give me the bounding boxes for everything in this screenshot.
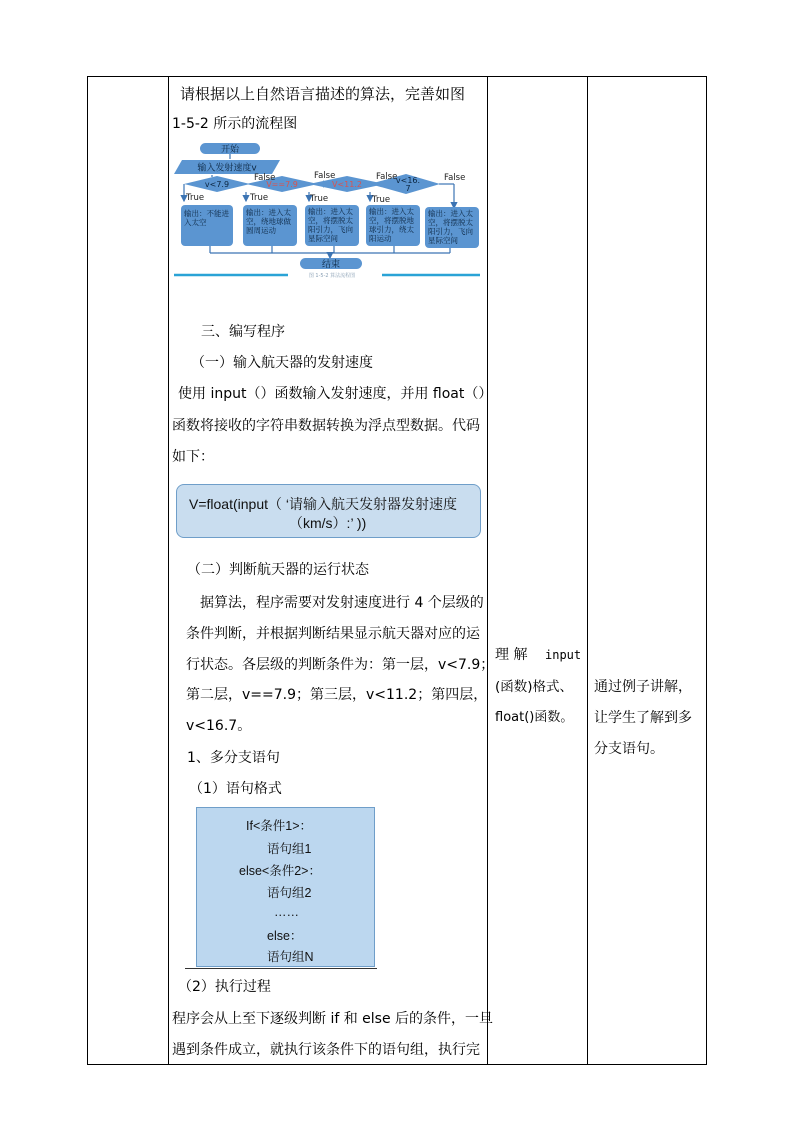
- flow-output-2-line: 圆周运动: [246, 226, 276, 235]
- paragraph-2-line: 行状态。各层级的判断条件为：第一层，v<7.9；: [186, 657, 495, 673]
- flow-output-4-line: 球引力，绕太: [369, 225, 414, 234]
- intro-line-1: 请根据以上自然语言描述的算法，完善如图: [180, 85, 466, 103]
- table-bottom-border: [87, 1064, 707, 1065]
- flow-false-label: False: [444, 173, 466, 183]
- code-box: [176, 484, 481, 538]
- flow-false-label: False: [254, 173, 276, 183]
- flow-false-label: False: [314, 171, 336, 181]
- flow-output-4-line: 空，将摆脱地: [369, 216, 414, 225]
- flow-caption: 图 1-5-2 算法流程图: [308, 273, 356, 279]
- flow-output-5-line: 输出：进入太: [428, 209, 473, 218]
- section-heading-3: 三、编写程序: [201, 324, 285, 340]
- flow-start-label: 开始: [220, 145, 240, 155]
- table-col-border: [487, 76, 488, 1065]
- list-item-heading: 1、多分支语句: [187, 750, 280, 766]
- code-line: V=float(input（ ‘请输入航天发射器发射速度: [189, 496, 457, 512]
- subsection-heading-2: （二）判断航天器的运行状态: [187, 562, 369, 578]
- syntax-line: 语句组1: [267, 842, 312, 856]
- table-col-border: [87, 76, 88, 1065]
- subsection-heading-1: （一）输入航天器的发射速度: [191, 355, 373, 371]
- flow-output-4-line: 阳运动: [369, 234, 392, 243]
- flow-output-2-line: 输出：进入太: [246, 208, 291, 217]
- syntax-line: 语句组2: [267, 886, 312, 900]
- flow-end-label: 结束: [321, 260, 341, 270]
- design-intent-text: 通过例子讲解，: [594, 679, 692, 695]
- paragraph-2-line: 条件判断，并根据判断结果显示航天器对应的运: [186, 626, 480, 642]
- flow-output-3-line: 星际空间: [308, 234, 338, 243]
- flow-false-label: False: [376, 172, 398, 182]
- paragraph-2-line: 第二层，v==7.9；第三层，v<11.2；第四层，: [186, 687, 488, 703]
- paragraph-3-line: 程序会从上至下逐级判断 if 和 else 后的条件，一旦: [172, 1011, 494, 1027]
- objective-text: float()函数。: [495, 710, 574, 725]
- syntax-line: If<条件1>：: [246, 819, 312, 833]
- flow-true-label: True: [310, 194, 329, 204]
- flow-output-4-line: 输出：进入太: [369, 207, 414, 216]
- objective-text: input: [545, 648, 582, 662]
- paragraph-1-line: 函数将接收的字符串数据转换为浮点型数据。代码: [172, 418, 480, 434]
- flow-input-label: 输入发射速度v: [197, 163, 257, 174]
- syntax-line: ……: [274, 905, 299, 919]
- objective-text: 理 解: [495, 647, 528, 663]
- syntax-box-rule: [185, 968, 377, 969]
- paragraph-1-line: 如下：: [172, 449, 214, 465]
- syntax-box: [196, 807, 375, 967]
- flow-true-label: True: [372, 195, 391, 205]
- flow-true-label: True: [186, 193, 205, 203]
- intro-line-2: 1-5-2 所示的流程图: [172, 116, 298, 132]
- flow-output-1-line: 输出：不能进: [184, 209, 229, 218]
- objective-text: (函数)格式、: [495, 679, 574, 695]
- table-top-border: [87, 76, 707, 77]
- flow-output-5-line: 星际空间: [428, 236, 458, 245]
- flow-output-5-line: 阳引力，飞向: [428, 227, 473, 236]
- flow-output-3-line: 输出：进入太: [308, 207, 353, 216]
- design-intent-text: 让学生了解到多: [594, 710, 692, 726]
- syntax-line: 语句组N: [267, 950, 314, 964]
- flow-decision-2-label: V==7.9: [266, 180, 298, 189]
- paragraph-2-line: 据算法，程序需要对发射速度进行 4 个层级的: [200, 595, 484, 611]
- paragraph-1-line: 使用 input（）函数输入发射速度，并用 float（）: [178, 386, 493, 402]
- design-intent-text: 分支语句。: [594, 741, 664, 757]
- flow-true-label: True: [250, 193, 269, 203]
- code-line: （km/s）:’ )): [289, 515, 367, 531]
- flow-decision-4-label-cont: 7: [405, 184, 411, 193]
- syntax-line: else<条件2>：: [239, 864, 321, 878]
- table-col-border: [587, 76, 588, 1065]
- table-col-border: [168, 76, 169, 1065]
- flow-decision-1-label: v<7.9: [204, 180, 230, 189]
- list-subitem-heading: （2）执行过程: [178, 979, 271, 995]
- algorithm-flowchart: [172, 141, 484, 281]
- paragraph-3-line: 遇到条件成立，就执行该条件下的语句组，执行完: [172, 1042, 480, 1058]
- flow-output-3-line: 阳引力，飞向: [308, 225, 353, 234]
- flow-output-5-line: 空，将摆脱太: [428, 218, 473, 227]
- flow-output-1-line: 入太空: [184, 218, 207, 227]
- flow-decision-3-label: V<11.2: [332, 180, 362, 189]
- flow-output-3-line: 空，将摆脱太: [308, 216, 353, 225]
- paragraph-2-line: v<16.7。: [186, 718, 252, 734]
- list-subitem-heading: （1）语句格式: [189, 781, 282, 797]
- flow-decision-4-label: v<16.: [395, 176, 421, 185]
- table-col-border: [706, 76, 707, 1065]
- syntax-line: else：: [267, 929, 303, 943]
- flow-output-2-line: 空，绕地球做: [246, 217, 291, 226]
